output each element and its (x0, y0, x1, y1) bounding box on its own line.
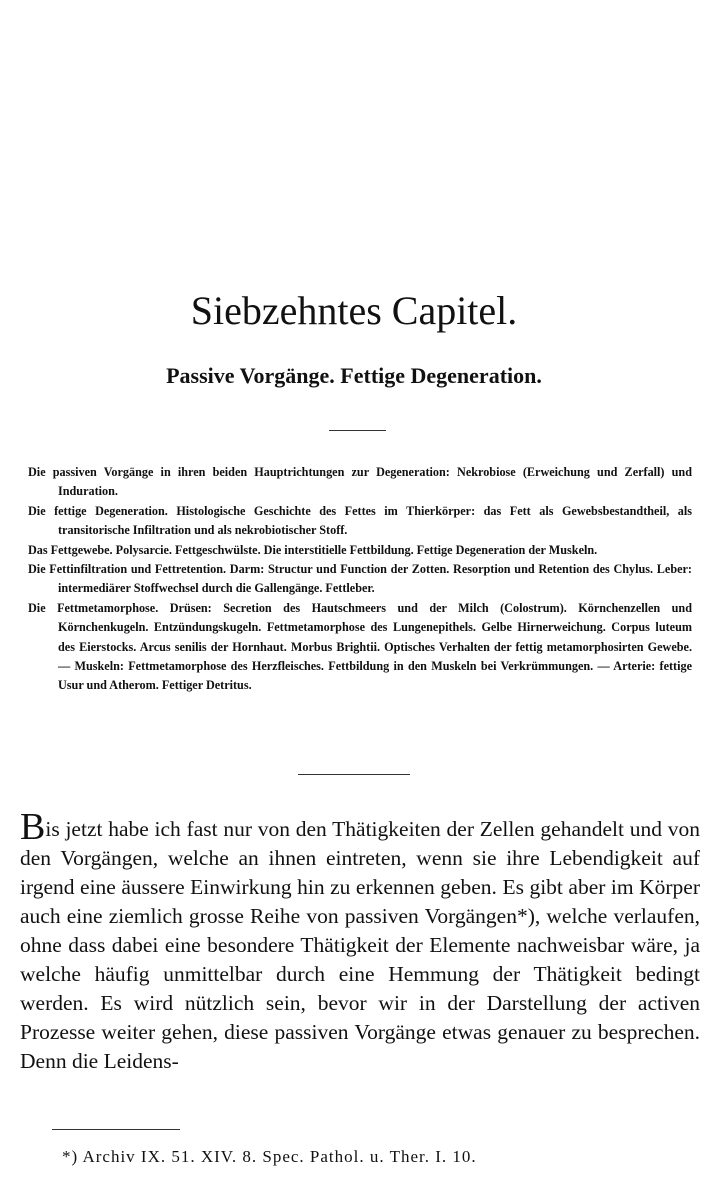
chapter-subtitle: Passive Vorgänge. Fettige Degeneration. (166, 363, 542, 388)
summary-item: Das Fettgewebe. Polysarcie. Fettgeschwülste. Die interstitielle Fettbildung. Fettige Degeneration der Muskeln. (28, 542, 598, 557)
footnote: *) Archiv IX. 51. XIV. 8. Spec. Pathol. u. Ther. I. 10. (62, 1147, 477, 1166)
summary-divider (298, 774, 410, 775)
summary-item: Die fettige Degeneration. Histologische Geschichte des Fettes im Thierkörper: das Fett als Gewebsbestandtheil, als transitorische Infiltration und als nekrobiotischer Stoff. (28, 503, 692, 538)
title-divider (329, 430, 386, 431)
summary-item: Die Fettinfiltration und Fettretention. Darm: Structur und Function der Zotten. Resorption und Retention des Chylus. Leber: intermediärer Stoffwechsel durch die Gallengänge. Fettleber. (28, 562, 692, 596)
summary-item: Die passiven Vorgänge in ihren beiden Hauptrichtungen zur Degeneration: Nekrobiose (Erweichung und Zerfall) und Induration. (28, 465, 692, 499)
summary-item: Die Fettmetamorphose. Drüsen: Secretion des Hautschmeers und der Milch (Colostrum). Körnchenzellen und Körnchenkugeln. Entzündungskugeln. Fettmetamorphose des Lungenepithels. Gelbe Hirnerweichung. Corpus luteum des Eierstocks. Arcus senilis der Hornhaut. Morbus Brightii. Optisches Verhalten der fettig metamorphosirten Gewebe. — Muskeln: Fettmetamorphose des Herzfleisches. Fettbildung in den Muskeln bei Verkrümmungen. — Arterie: fettige Usur und Atherom. Fettiger Detritus. (28, 600, 692, 693)
body-paragraph (20, 806, 700, 1076)
body-text: is jetzt habe ich fast nur von den Thätigkeiten der Zellen gehandelt und von den Vorgängen, welche an ihnen eintreten, wenn sie ihre Lebendigkeit auf irgend eine äussere Einwirkung hin zu erkennen geben. Es gibt aber im Körper auch eine ziemlich grosse Reihe von passiven Vorgängen*), welche verlaufen, ohne dass dabei eine besondere Thätigkeit der Elemente nachweisbar wäre, ja welche häufig unmittelbar durch eine Hemmung der Thätigkeit bedingt werden. Es wird nützlich sein, bevor wir in der Darstellung der activen Prozesse weiter gehen, diese passiven Vorgänge etwas genauer zu besprechen. Denn die Leidens- (20, 817, 700, 1073)
chapter-summary (28, 463, 692, 696)
footnote-divider (52, 1129, 180, 1130)
drop-cap: B (20, 806, 46, 848)
chapter-title: Siebzehntes Capitel. (190, 288, 518, 333)
